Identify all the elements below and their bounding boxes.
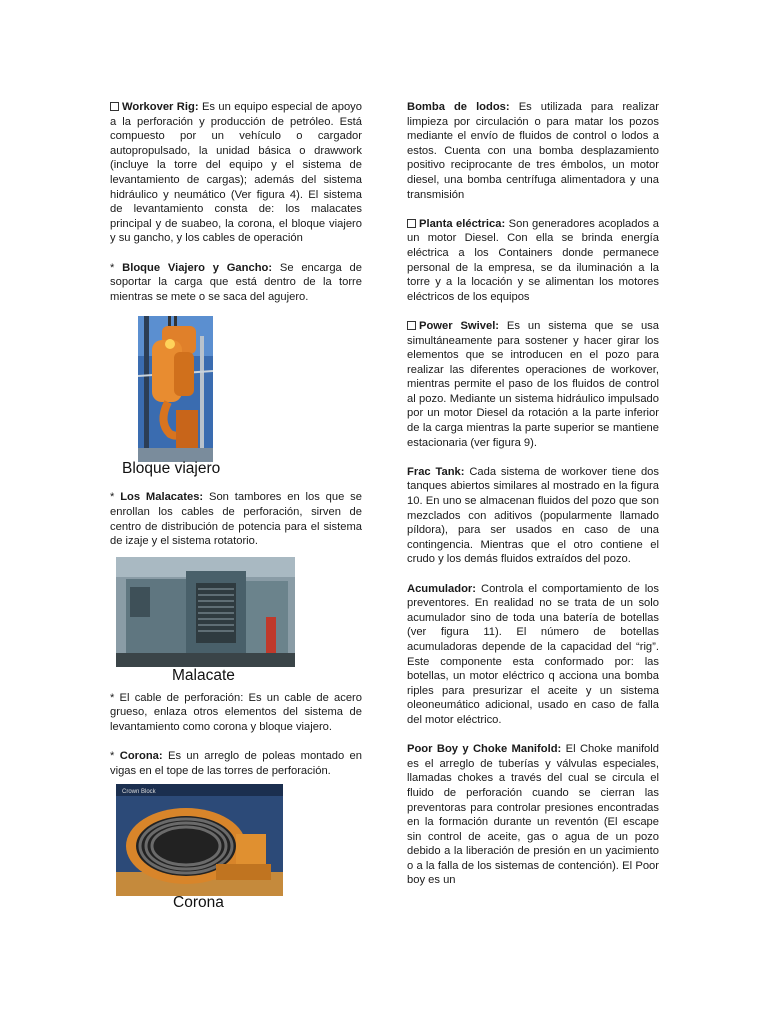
bloque-prefix: * [110,261,123,274]
malacate-image [116,557,295,667]
corona-term: Corona: [119,750,163,763]
corona-figure [110,784,362,918]
power-swivel-term: Power Swivel: [419,319,500,332]
corona-prefix: * [110,750,120,763]
bloque-viajero-term: Bloque Viajero y Gancho: [122,261,273,274]
poor-boy-paragraph [407,742,659,888]
square-bullet-icon [407,321,416,330]
frac-tank-paragraph [407,465,659,567]
power-swivel-text: Es un sistema que se usa simultáneamente para sostener y hacer girar los elementos que se introducen en el pozo para realizar las diferentes operaciones de workover, mientras permite el paso de los fluidos de control al pozo. Mediante un sistema hidráulico impulsado por un motor Diesel da rotación a la parte inferior de la carga mientras la parte superior se mantiene estacionaria (ver figura 9). [407,319,659,449]
planta-electrica-text: Son generadores acoplados a un motor Diesel. Con ella se brinda energía eléctrica a los Containers donde permanece personal de la empresa, se da iluminación a la torre y a la locación y se alimentan los motores eléctricos de los equipos [407,217,659,303]
bomba-lodos-term: Bomba de lodos: [407,101,510,113]
frac-tank-term: Frac Tank: [407,465,465,478]
malacates-term: Los Malacates: [120,491,204,504]
poor-boy-term: Poor Boy y Choke Manifold: [407,743,562,756]
acumulador-paragraph [407,582,659,728]
bloque-viajero-text: Se encarga de soportar la carga que está dentro de la torre mientras se mete o se saca del agujero. [110,261,362,303]
bloque-viajero-figure [110,314,362,490]
square-bullet-icon [407,219,416,228]
acumulador-text: Controla el comportamiento de los preventores. En realidad no se trata de un solo acumulador sino de toda una batería de botellas (ver figura 11). El número de botellas acumuladoras depende de la capacidad del “rig”. Este componente esta conformado por: las botellas, un motor eléctrico q acciona una bomba riples para presurizar el aceite y un sistema oleoneumático adicional, usado en caso de falla del motor eléctrico. [407,582,659,726]
malacate-figure [110,557,362,691]
corona-text: Es un arreglo de poleas montado en vigas en el tope de las torres de perforación. [110,750,362,777]
corona-caption: Corona [173,894,224,912]
workover-rig-term: Workover Rig: [122,101,199,113]
malacates-prefix: * [110,491,121,504]
bomba-lodos-text: Es utilizada para realizar limpieza por circulación o para matar los pozos mediante el envío de fluidos de control o lodos a estos. Cuenta con una bomba desplazamiento positivo reciprocante de tres émbolos, un motor diesel, una bomba centrífuga alimentadora y una transmisión [407,101,660,201]
right-column [407,100,659,888]
power-swivel-paragraph [407,319,659,450]
corona-image [116,784,283,896]
planta-electrica-term: Planta eléctrica: [419,217,506,230]
frac-tank-text: Cada sistema de workover tiene dos tanques abiertos similares al mostrado en la figura 10. En uno se almacenan fluidos del pozo que son mezclados con aditivos (popularmente llamado píldora), para ser usados en caso de una contingencia. Mientras que el otro contiene el crudo y los demás fluidos extraídos del pozo. [407,465,659,566]
square-bullet-icon [110,102,119,111]
bloque-viajero-image [138,316,213,462]
acumulador-term: Acumulador: [407,582,476,595]
malacates-text: Son tambores en los que se enrollan los cables de perforación, sirven de centro de distribución de potencia para el sistema de izaje y el sistema rotatorio. [110,491,362,548]
corona-paragraph [110,749,362,778]
workover-rig-text: Es un equipo especial de apoyo a la perforación y producción de petróleo. Está compuesto por un vehículo o cargador autopropulsado, la unidad básica o drawwork (incluye la torre del equipo y el sistema de levantamiento de cargas); además del sistema hidráulico y neumático (Ver figura 4). El sistema de levantamiento consta de: los malacates principal y de suabeo, la corona, el bloque viajero y su gancho, y los cables de operación [110,101,362,245]
planta-electrica-paragraph [407,217,659,305]
poor-boy-text: El Choke manifold es el arreglo de tuberías y válvulas especiales, llamadas chokes a través del cual se circula el fluido de perforación cuando se cierran las preventoras para controlar presiones encontradas en la formación durante un reventón (El escape sin control de aceite, gas o agua de un pozo debido a la liberación de presión en un yacimiento o a la falla de los sistemas de contención). El Poor boy es un [407,743,659,887]
bloque-viajero-caption: Bloque viajero [122,460,221,478]
cable-paragraph: * El cable de perforación: Es un cable de acero grueso, enlaza otros elementos del sistema de levantamiento como corona y bloque viajero. [110,691,362,733]
malacates-paragraph [110,490,362,548]
left-column [110,100,362,918]
malacate-caption: Malacate [172,666,235,684]
bloque-viajero-paragraph [110,261,362,305]
workover-rig-paragraph [110,100,362,246]
bomba-lodos-paragraph [407,100,659,202]
svg-text:Crown Block: Crown Block [122,789,156,796]
